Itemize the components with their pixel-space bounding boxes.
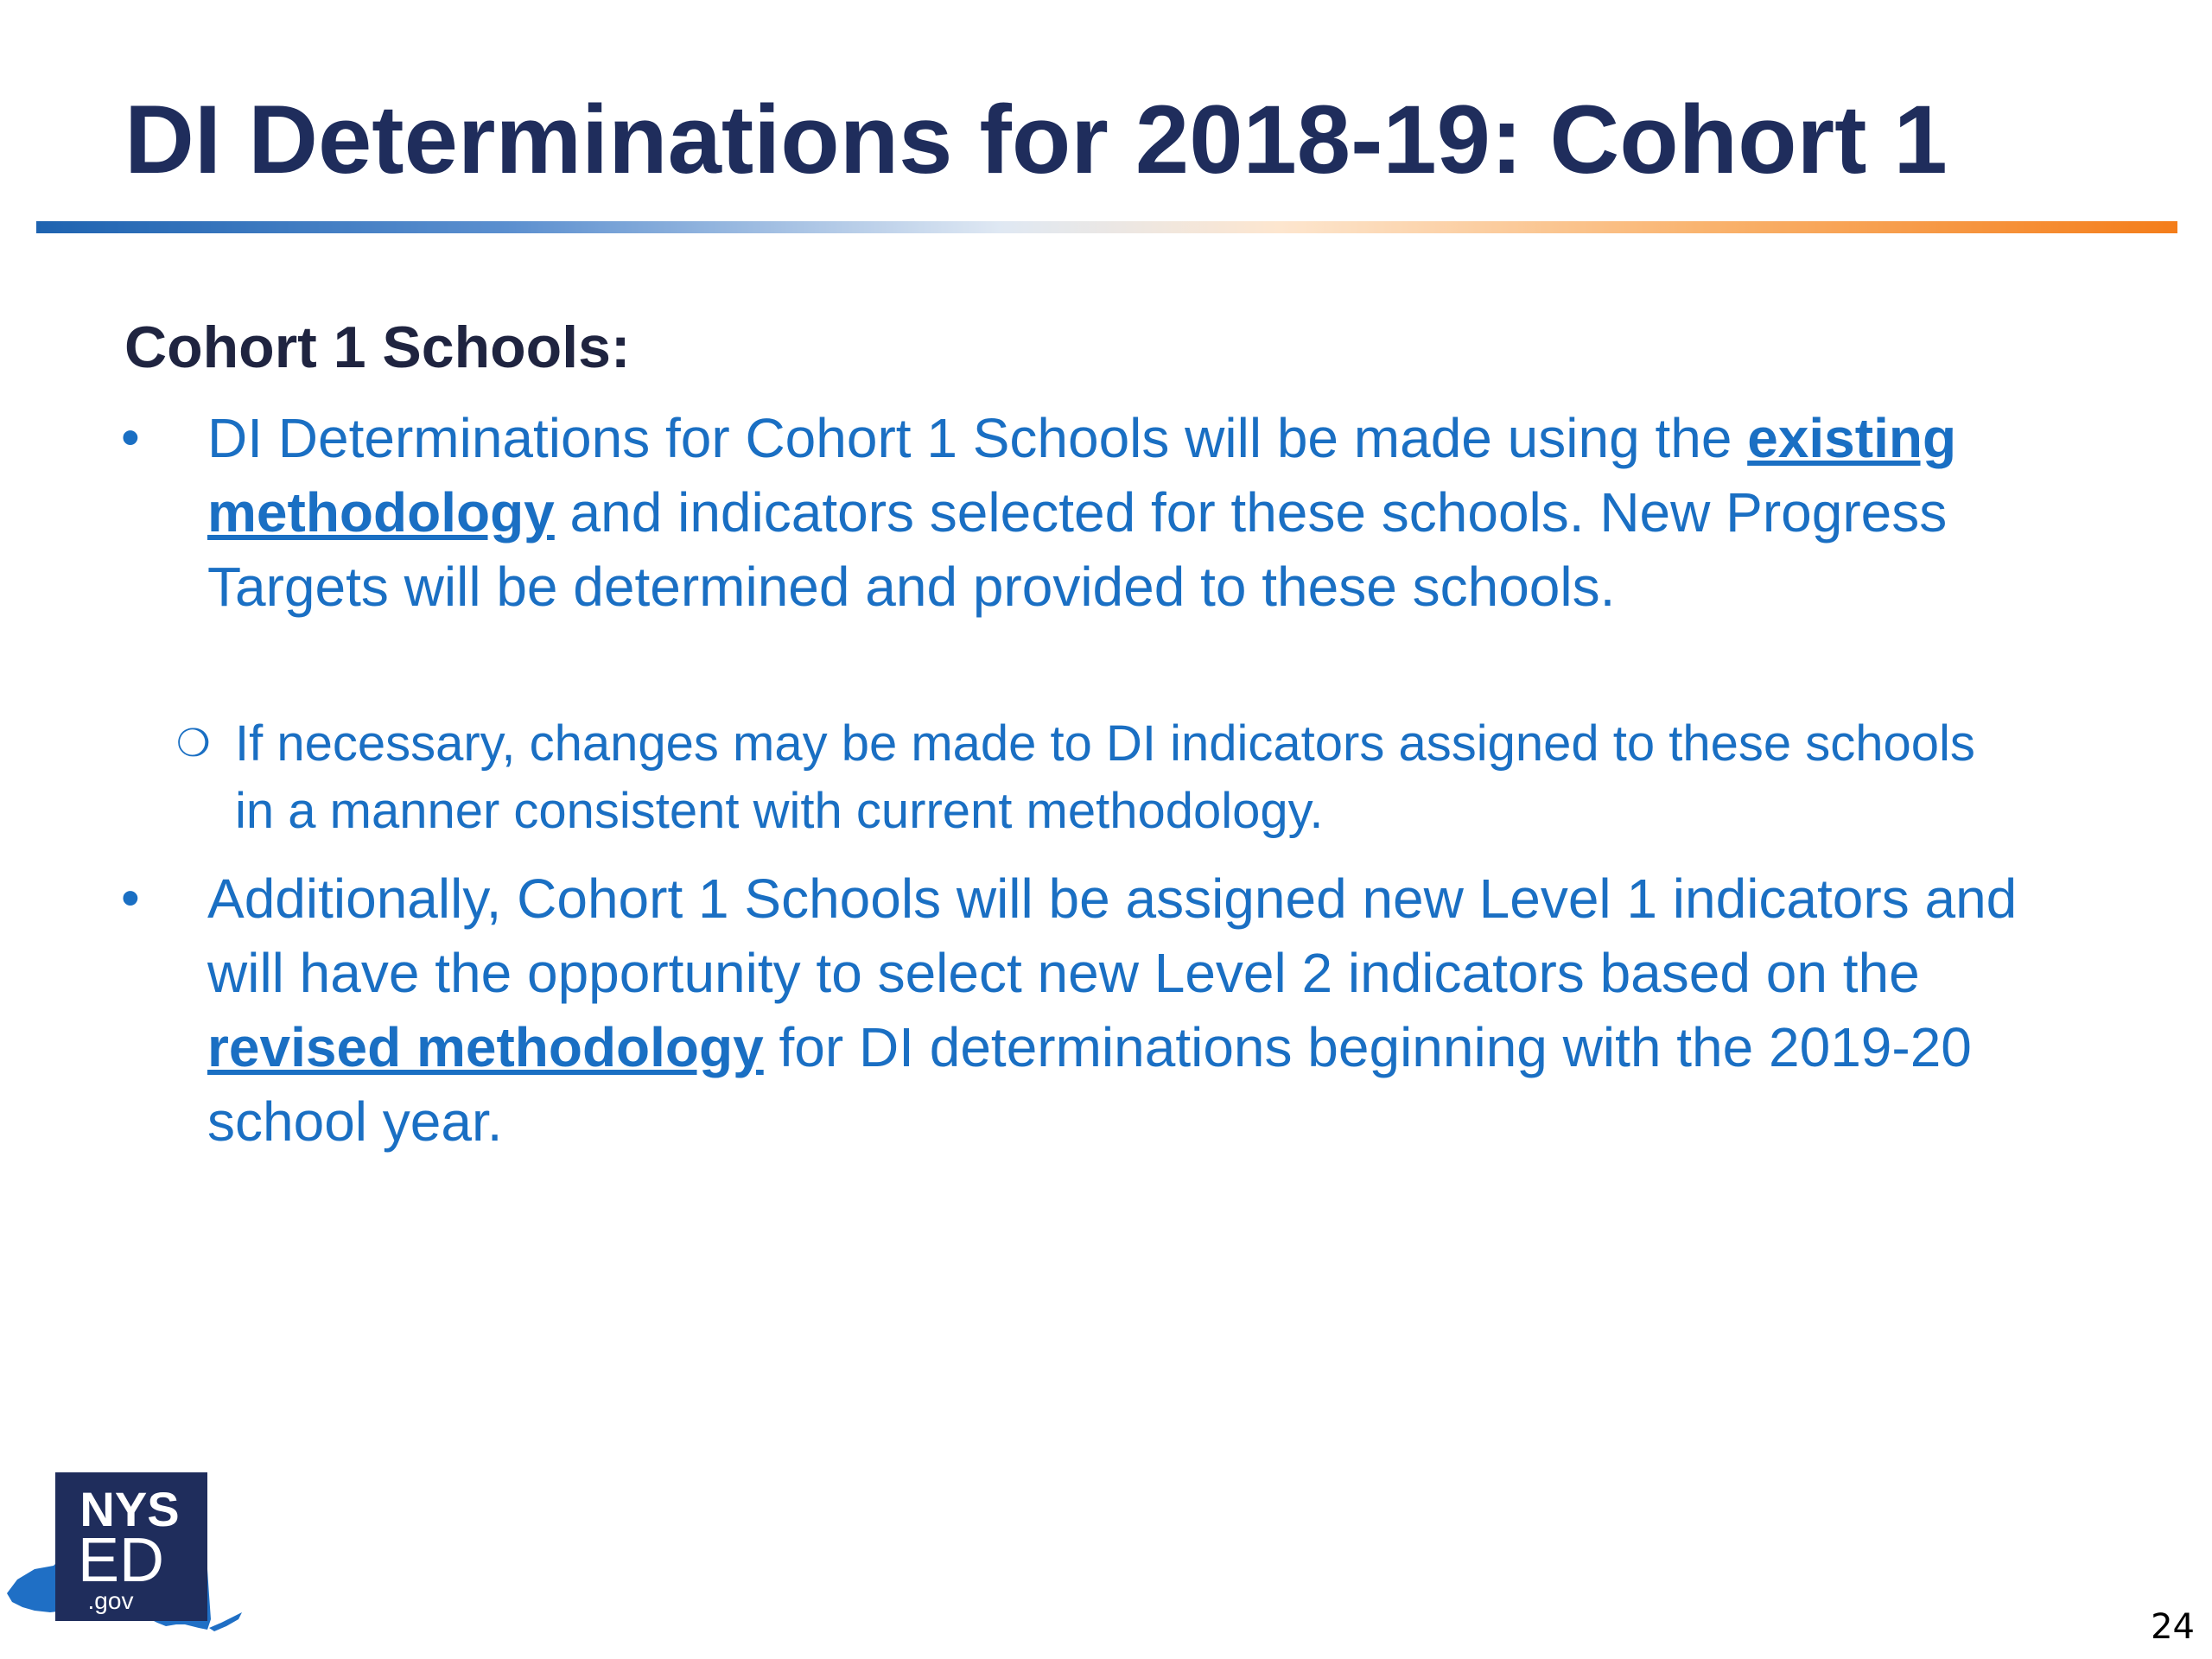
logo-line-ed: ED (77, 1526, 165, 1595)
revised-methodology-link[interactable]: revised methodology (207, 1016, 764, 1078)
page-number: 24 (2151, 1607, 2195, 1647)
bullet-icon: • (121, 868, 140, 928)
bullet-text-before: DI Determinations for Cohort 1 Schools will be made using the (207, 407, 1748, 469)
logo-line-gov: .gov (87, 1587, 134, 1614)
bullet-text (207, 401, 2039, 624)
nysed-logo (3, 1465, 245, 1638)
sub-bullet-text: If necessary, changes may be made to DI indicators assigned to these schools in a manner consistent with current methodology. (235, 715, 1975, 839)
bullet-icon: • (121, 408, 140, 467)
slide-title: DI Determinations for 2018-19: Cohort 1 (124, 86, 1948, 194)
section-heading: Cohort 1 Schools: (124, 315, 631, 380)
bullet-text-after: for DI determinations beginning with the 2019-20 school year. (207, 1016, 1972, 1153)
logo-line-nys: NYS (79, 1482, 180, 1536)
existing-methodology-link[interactable]: existing methodology (207, 407, 1957, 543)
bullet-item-existing-methodology (121, 401, 2039, 624)
bullet-item-revised-methodology (121, 861, 2039, 1159)
hollow-circle-bullet-icon: ❍ (176, 722, 211, 765)
sub-bullet-item (176, 710, 2025, 845)
title-divider (36, 221, 2177, 233)
bullet-text-before: Additionally, Cohort 1 Schools will be assigned new Level 1 indicators and will have the opportunity to select new Level 2 indicators based on the (207, 868, 2018, 1004)
long-island-icon (209, 1612, 242, 1631)
bullet-text (207, 861, 2039, 1159)
bullet-text-after: and indicators selected for these schools. New Progress Targets will be determined and provided to these schools. (207, 481, 1948, 618)
